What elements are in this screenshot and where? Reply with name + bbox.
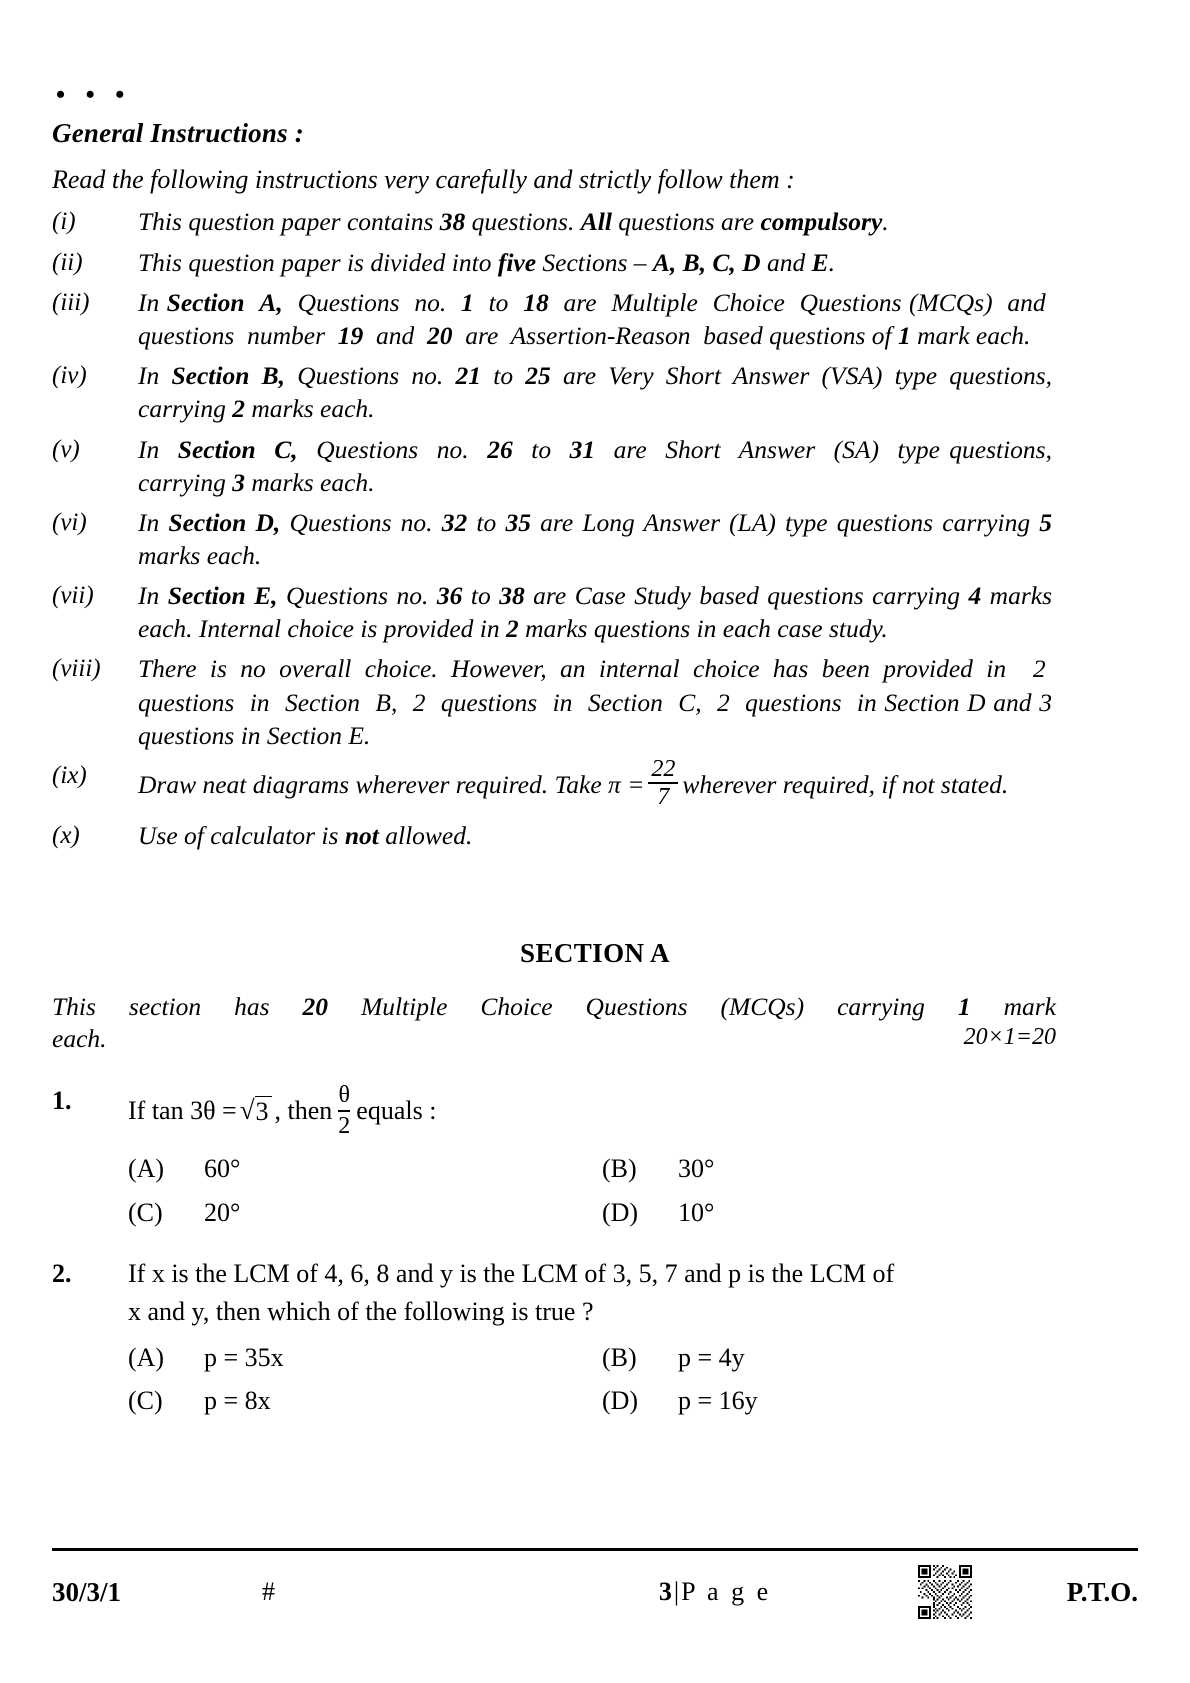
option-key: (A) bbox=[128, 1343, 165, 1373]
option-c[interactable] bbox=[52, 1386, 582, 1416]
option-value: 60° bbox=[204, 1154, 241, 1183]
instruction-item-iv bbox=[52, 359, 1052, 425]
fraction-numerator: θ bbox=[338, 1081, 351, 1108]
question-1-stem bbox=[128, 1082, 1056, 1140]
option-key: (D) bbox=[602, 1386, 639, 1416]
fraction-bar bbox=[338, 1110, 350, 1112]
instruction-text: In Section B, Questions no. 21 to 25 are Very Short Answer (VSA) type questions, carrying 2 marks each. bbox=[138, 361, 1052, 424]
option-b[interactable] bbox=[582, 1154, 1056, 1184]
option-value: p = 16y bbox=[678, 1386, 758, 1416]
pi-fraction bbox=[648, 757, 678, 810]
stem-prefix: If tan 3θ = bbox=[128, 1096, 237, 1126]
theta-over-two-fraction bbox=[338, 1083, 350, 1139]
option-key: (A) bbox=[128, 1154, 165, 1183]
option-a[interactable] bbox=[52, 1154, 582, 1184]
instruction-ix-before: Draw neat diagrams wherever required. Take π = bbox=[138, 770, 645, 800]
option-row bbox=[52, 1154, 1056, 1184]
option-key: (C) bbox=[128, 1386, 163, 1416]
page-indicator bbox=[512, 1577, 918, 1607]
paper-code: 30/3/1 bbox=[52, 1576, 122, 1607]
question-2 bbox=[52, 1255, 1056, 1416]
instruction-label: (ii) bbox=[52, 248, 83, 276]
instruction-label: (x) bbox=[52, 821, 80, 849]
page-dots: • • • bbox=[56, 80, 132, 109]
qr-code-svg bbox=[918, 1565, 972, 1619]
hash-mark: # bbox=[262, 1577, 275, 1606]
option-value: p = 4y bbox=[678, 1343, 745, 1373]
instruction-item-vi bbox=[52, 506, 1052, 572]
question-1-math bbox=[128, 1082, 1056, 1140]
option-b[interactable] bbox=[582, 1343, 1056, 1373]
page-number: 3 bbox=[658, 1577, 672, 1606]
option-row bbox=[52, 1386, 1056, 1416]
question-2-stem bbox=[128, 1255, 1056, 1330]
question-2-number: 2. bbox=[52, 1259, 72, 1288]
option-key: (B) bbox=[602, 1154, 637, 1183]
instruction-text: In Section A, Questions no. 1 to 18 are Multiple Choice Questions (MCQs) and questions number 19 and 20 are Assertion-Reason based questions of 1 mark each. bbox=[138, 288, 1053, 351]
question-1 bbox=[52, 1082, 1056, 1228]
question-2-options bbox=[52, 1343, 1056, 1416]
instruction-item-v bbox=[52, 433, 1052, 499]
question-2-line2: x and y, then which of the following is true ? bbox=[128, 1296, 594, 1326]
instruction-text bbox=[138, 755, 1052, 812]
instruction-text: This question paper is divided into five Sections – A, B, C, D and E. bbox=[138, 247, 835, 277]
general-instructions-title: General Instructions : bbox=[52, 118, 304, 148]
radicand: 3 bbox=[255, 1096, 272, 1125]
option-key: (D) bbox=[602, 1198, 639, 1227]
option-a[interactable] bbox=[52, 1343, 582, 1373]
option-key: (B) bbox=[602, 1343, 637, 1373]
instruction-text: In Section C, Questions no. 26 to 31 are Short Answer (SA) type questions, carrying 3 marks each. bbox=[138, 434, 1052, 497]
instruction-text: In Section D, Questions no. 32 to 35 are Long Answer (LA) type questions carrying 5 marks each. bbox=[138, 507, 1052, 570]
question-2-line1: If x is the LCM of 4, 6, 8 and y is the LCM of 3, 5, 7 and p is the LCM of bbox=[128, 1259, 895, 1288]
radical-sign: √ bbox=[239, 1095, 255, 1126]
instruction-label: (i) bbox=[52, 208, 76, 235]
instruction-label: (iv) bbox=[52, 362, 87, 390]
option-d[interactable] bbox=[582, 1386, 1056, 1416]
instruction-item-ix bbox=[52, 755, 1052, 812]
option-c[interactable] bbox=[52, 1198, 582, 1228]
option-row bbox=[52, 1198, 1056, 1228]
instruction-item-i bbox=[52, 205, 1052, 239]
instruction-text: This question paper contains 38 questions. All questions are compulsory. bbox=[138, 207, 889, 236]
question-1-options bbox=[52, 1154, 1056, 1228]
question-2-head bbox=[52, 1255, 1056, 1330]
page-separator: | bbox=[673, 1577, 680, 1606]
instruction-item-viii bbox=[52, 652, 1052, 751]
instructions-list bbox=[52, 205, 1052, 859]
page-word: P a g e bbox=[681, 1577, 772, 1606]
fraction-denominator: 7 bbox=[657, 784, 670, 811]
instruction-label: (vi) bbox=[52, 508, 87, 536]
instruction-text: Use of calculator is not allowed. bbox=[138, 820, 473, 850]
instruction-label: (iii) bbox=[52, 289, 90, 316]
page-footer bbox=[52, 1560, 1138, 1624]
instruction-item-x bbox=[52, 819, 1052, 853]
square-root-icon bbox=[240, 1096, 272, 1125]
instruction-item-ii bbox=[52, 246, 1052, 280]
qr-code-icon bbox=[918, 1565, 972, 1619]
footer-divider bbox=[52, 1548, 1138, 1551]
option-value: 20° bbox=[204, 1198, 241, 1227]
fraction-denominator: 2 bbox=[338, 1113, 351, 1139]
read-instructions-line: Read the following instructions very carefully and strictly follow them : bbox=[52, 165, 795, 194]
section-note-text: This section has 20 Multiple Choice Questions (MCQs) carrying 1 mark bbox=[52, 992, 1056, 1021]
option-value: 30° bbox=[678, 1154, 715, 1183]
instruction-label: (v) bbox=[52, 435, 80, 463]
instruction-text: In Section E, Questions no. 36 to 38 are Case Study based questions carrying 4 marks each. Internal choice is provided in 2 marks questions in each case study. bbox=[138, 581, 1053, 644]
option-row bbox=[52, 1343, 1056, 1373]
section-a-note-line2 bbox=[52, 1024, 1056, 1054]
stem-suffix: equals : bbox=[356, 1096, 437, 1126]
instruction-item-iii bbox=[52, 286, 1052, 352]
section-marks: 20×1=20 bbox=[963, 1024, 1056, 1050]
option-d[interactable] bbox=[582, 1198, 1056, 1228]
instruction-ix-after: wherever required, if not stated. bbox=[682, 770, 1009, 800]
question-1-number: 1. bbox=[52, 1086, 72, 1115]
option-value: p = 8x bbox=[204, 1386, 271, 1416]
instruction-item-vii bbox=[52, 579, 1052, 645]
instruction-text: There is no overall choice. However, an internal choice has been provided in 2 questions in Section B, 2 questions in Section C, 2 questions in Section D and 3 questions in Section E. bbox=[138, 654, 1052, 750]
section-a-heading: SECTION A bbox=[520, 938, 670, 968]
option-value: 10° bbox=[678, 1198, 715, 1227]
section-note-each: each. bbox=[52, 1024, 107, 1053]
pto-label: P.T.O. bbox=[1066, 1576, 1138, 1607]
instruction-label: (vii) bbox=[52, 582, 94, 610]
option-value: p = 35x bbox=[204, 1343, 284, 1373]
option-key: (C) bbox=[128, 1198, 163, 1227]
fraction-numerator: 22 bbox=[651, 755, 676, 782]
instruction-label: (viii) bbox=[52, 655, 101, 683]
stem-middle: , then bbox=[274, 1096, 333, 1126]
instruction-label: (ix) bbox=[52, 761, 87, 789]
question-1-head bbox=[52, 1082, 1056, 1140]
